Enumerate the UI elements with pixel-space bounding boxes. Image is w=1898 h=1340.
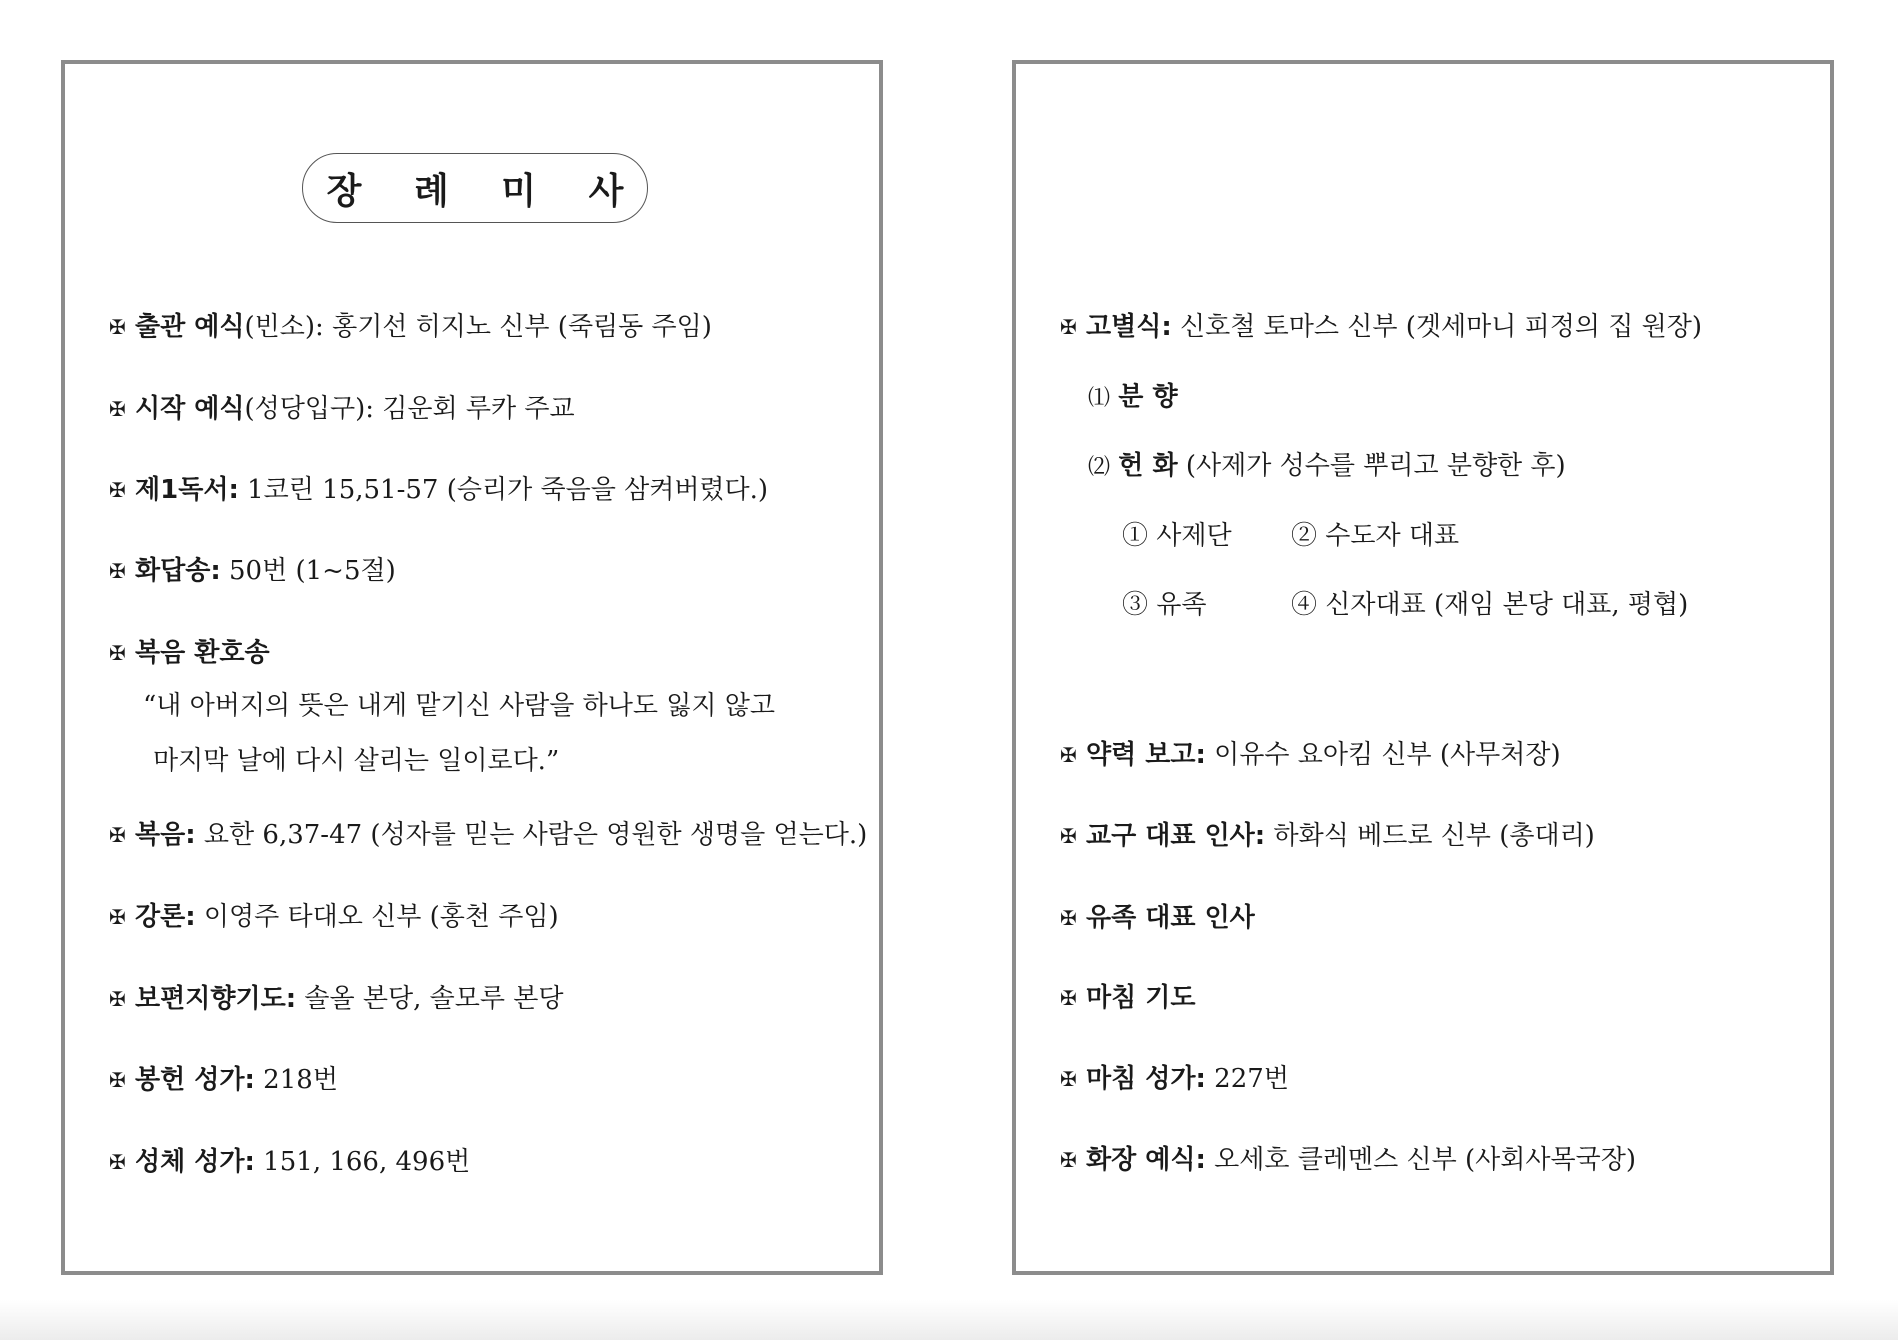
acclamation-line-2: 마지막 날에 다시 살리는 일이로다.” — [153, 746, 560, 776]
cross-icon: ✠ — [1060, 906, 1077, 930]
item-label: 보편지향기도: — [135, 984, 297, 1014]
item-text: 이영주 타대오 신부 (홍천 주임) — [195, 902, 559, 932]
item-text: 227번 — [1205, 1064, 1289, 1094]
list-item — [109, 472, 768, 508]
item-text: 218번 — [254, 1065, 338, 1095]
item-label: 약력 보고: — [1086, 740, 1206, 770]
list-item — [1060, 309, 1702, 345]
list-item — [109, 391, 575, 427]
step-label: 헌 화 — [1118, 451, 1178, 481]
list-item — [109, 1144, 470, 1180]
item-label: 고별식: — [1086, 312, 1172, 342]
bottom-shadow — [0, 1300, 1898, 1340]
item-label: 복음: — [135, 820, 196, 850]
item-label: 제1독서: — [135, 475, 239, 505]
step-number: ⑵ — [1088, 455, 1111, 480]
item-text: 이유수 요아킴 신부 (사무처장) — [1205, 740, 1561, 770]
left-page — [61, 60, 883, 1275]
cross-icon: ✠ — [109, 1068, 126, 1092]
cross-icon: ✠ — [109, 478, 126, 502]
cross-icon: ✠ — [109, 987, 126, 1011]
farewell-step-1 — [1088, 379, 1178, 417]
step-text: (사제가 성수를 뿌리고 분향한 후) — [1177, 451, 1566, 481]
item-label: 유족 대표 인사 — [1086, 903, 1255, 933]
cross-icon: ✠ — [1060, 824, 1077, 848]
cross-icon: ✠ — [109, 905, 126, 929]
right-page — [1012, 60, 1834, 1275]
list-item — [1060, 980, 1196, 1016]
item-label: 출관 예식 — [135, 312, 245, 342]
list-item — [109, 1062, 338, 1098]
order-item: ④ 신자대표 (재임 본당 대표, 평협) — [1291, 590, 1689, 620]
item-label: 화장 예식: — [1086, 1145, 1206, 1175]
cross-icon: ✠ — [109, 823, 126, 847]
cross-icon: ✠ — [109, 559, 126, 583]
item-label: 교구 대표 인사: — [1086, 821, 1266, 851]
item-label: 복음 환호송 — [135, 638, 270, 668]
list-item — [1060, 1142, 1636, 1178]
order-item: ① 사제단 — [1122, 521, 1232, 551]
item-label: 성체 성가: — [135, 1147, 255, 1177]
item-label-suffix: (빈소): — [244, 312, 324, 342]
acclamation-line-1: “내 아버지의 뜻은 내게 맡기신 사람을 하나도 잃지 않고 — [143, 691, 775, 721]
item-label: 마침 기도 — [1086, 983, 1196, 1013]
cross-icon: ✠ — [109, 397, 126, 421]
item-text: 151, 166, 496번 — [254, 1147, 471, 1177]
item-text: 신호철 토마스 신부 (겟세마니 피정의 집 원장) — [1171, 312, 1702, 342]
order-item: ② 수도자 대표 — [1291, 521, 1460, 551]
item-text: 솔올 본당, 솔모루 본당 — [296, 984, 564, 1014]
order-item: ③ 유족 — [1122, 590, 1207, 620]
list-item — [1060, 1061, 1289, 1097]
item-text: 홍기선 히지노 신부 (죽림동 주임) — [323, 312, 712, 342]
step-number: ⑴ — [1088, 386, 1111, 411]
list-item — [109, 635, 270, 671]
item-label: 마침 성가: — [1086, 1064, 1206, 1094]
list-item — [109, 899, 559, 935]
item-text: 1코린 15,51-57 (승리가 죽음을 삼켜버렸다.) — [238, 475, 769, 505]
list-item — [1060, 737, 1561, 773]
list-item — [109, 981, 563, 1017]
step-label: 분 향 — [1118, 382, 1178, 412]
page-title: 장 례 미 사 — [302, 153, 648, 223]
cross-icon: ✠ — [109, 641, 126, 665]
item-label: 강론: — [135, 902, 196, 932]
list-item — [1060, 900, 1255, 936]
item-text: 50번 (1~5절) — [220, 556, 396, 586]
list-item — [109, 817, 867, 853]
item-label: 시작 예식 — [135, 394, 245, 424]
list-item — [1060, 818, 1595, 854]
item-text: 김운회 루카 주교 — [374, 394, 575, 424]
list-item — [109, 309, 712, 345]
cross-icon: ✠ — [1060, 743, 1077, 767]
cross-icon: ✠ — [1060, 1148, 1077, 1172]
cross-icon: ✠ — [1060, 315, 1077, 339]
list-item — [109, 553, 396, 589]
item-label-suffix: (성당입구): — [244, 394, 375, 424]
cross-icon: ✠ — [1060, 986, 1077, 1010]
item-text: 하화식 베드로 신부 (총대리) — [1265, 821, 1595, 851]
cross-icon: ✠ — [1060, 1067, 1077, 1091]
cross-icon: ✠ — [109, 315, 126, 339]
item-text: 요한 6,37-47 (성자를 믿는 사람은 영원한 생명을 얻는다.) — [195, 820, 868, 850]
item-text: 오세호 클레멘스 신부 (사회사목국장) — [1205, 1145, 1637, 1175]
item-label: 봉헌 성가: — [135, 1065, 255, 1095]
cross-icon: ✠ — [109, 1150, 126, 1174]
item-label: 화답송: — [135, 556, 221, 586]
farewell-step-2 — [1088, 448, 1566, 486]
